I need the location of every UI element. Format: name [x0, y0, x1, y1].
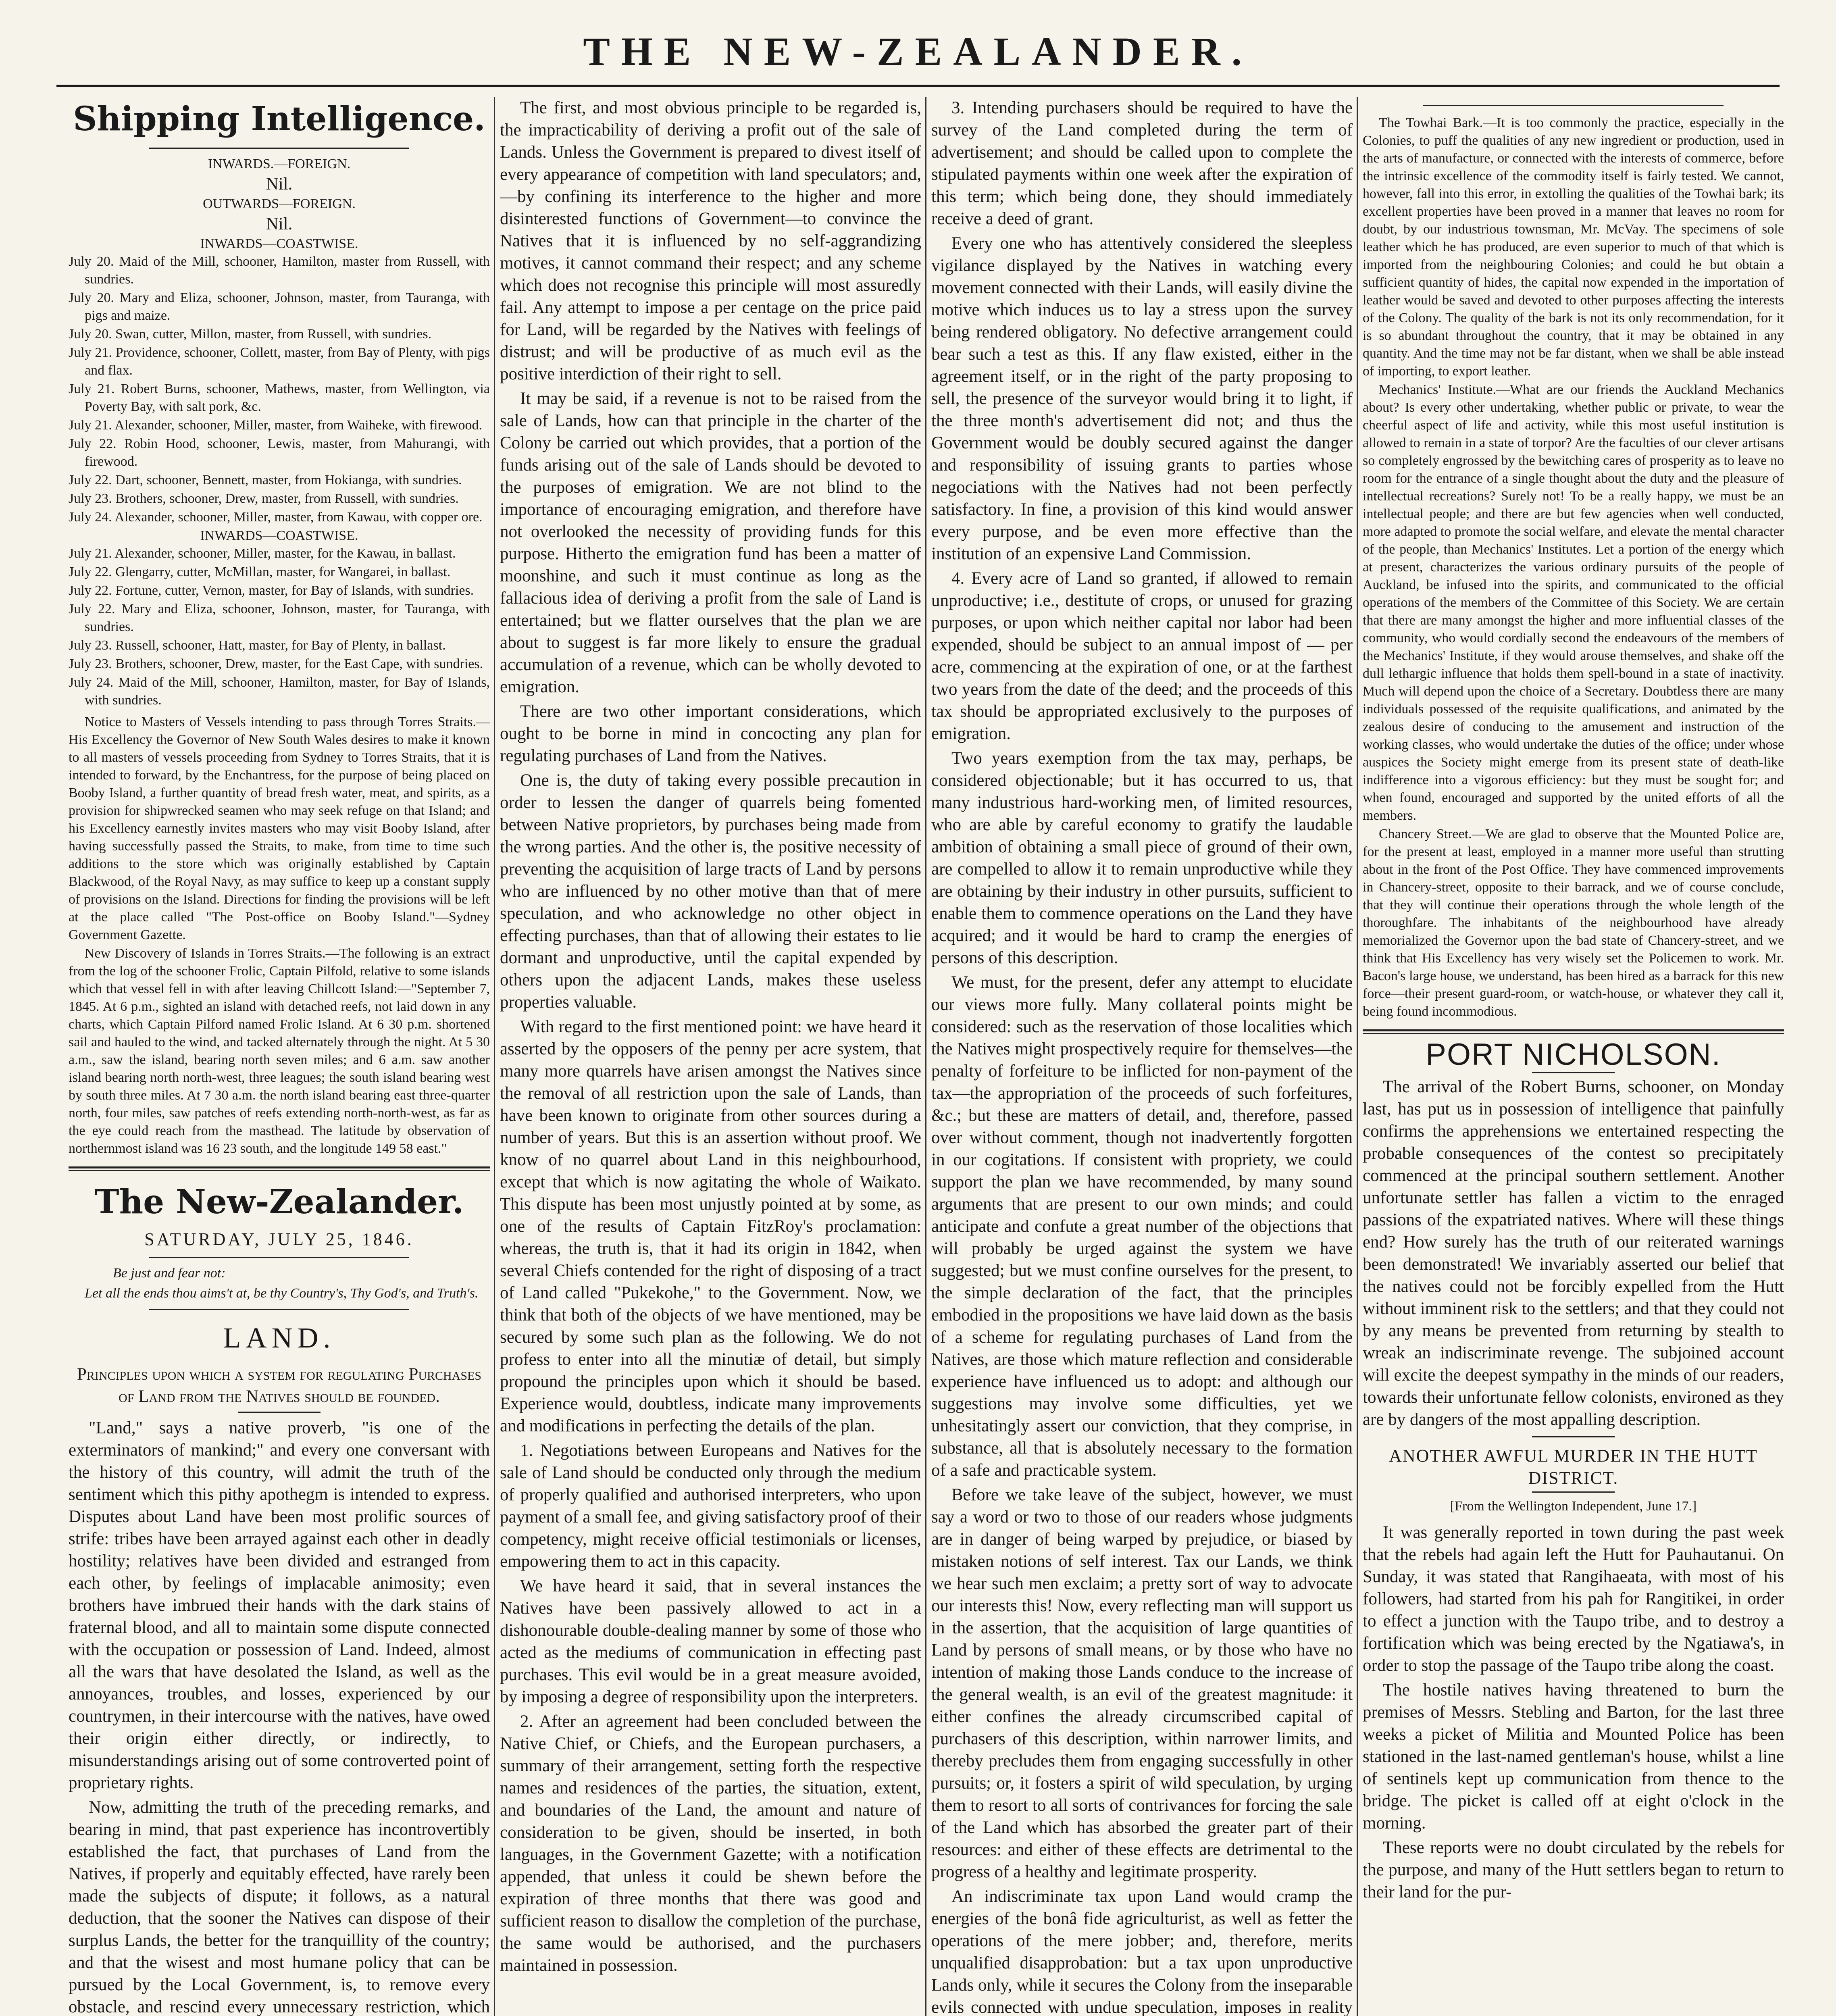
torres-notice: Notice to Masters of Vessels intending to pass through Torres Straits.—His Excellency the Governor of New South Wales desires to make it known to all masters of vessels proceeding from Sydney to Torres Straits, that it is intended to forward, by the Enchantress, for the purpose of being placed on Booby Island, a further quantity of bread fresh water, meat, and spirits, as a provision for shipwrecked seamen who may seek refuge on that Island; and his Excellency earnestly invites masters who may visit Booby Island, after having successfully passed the Straits, to make, from time to time such additions to the store which was originally established by Captain Blackwood, of the Royal Navy, as may suffice to keep up a constant supply of provisions on the Island. Directions for finding the provisions will be left at the place called "The Post-office on Booby Island."—Sydney Government Gazette. [69, 714, 490, 942]
paper-name: The New-Zealander. [94, 1183, 464, 1221]
land-paragraph: "Land," says a native proverb, "is one of the exterminators of mankind;" and every one conversant with the history of this country, will admit the truth of the sentiment which this pithy apothegm is intended to express. Disputes about Land have been most prolific sources of strife: tribes have been arrayed against each other in deadly hostility; relatives have been divided and estranged from each other, by feelings of implacable animosity; even brothers have imbrued their hands with the dark stains of fraternal blood, and all to maintain some dispute connected with the occupation or possession of Land. Indeed, almost all the wars that have desolated the Island, as well as the annoyances, troubles, and losses, experienced by our countrymen, in their intercourse with the natives, have owed their origin either directly, or indirectly, to misunderstandings arising out of some controverted point of proprietary rights. [69, 1418, 490, 1792]
top-rule [56, 85, 1780, 87]
shipping-title: Shipping Intelligence. [73, 100, 485, 138]
shipping-entry: July 21. Alexander, schooner, Miller, master, for the Kawau, in ballast. [69, 546, 456, 561]
murder-paragraph: The hostile natives having threatened to burn the premises of Messrs. Stebling and Barton, for the last three weeks a picket of Militia and Mounted Police has been stationed in the last-named gentleman's house, whilst a line of sentinels kept up communication from thence to the bridge. The picket is called off at eight o'clock in the morning. [1363, 1681, 1784, 1833]
land-paragraph: 3. Intending purchasers should be required to have the survey of the Land completed during the term of advertisement; and should be called upon to complete the stipulated payments within one week after the expiration of this term; which being done, they should immediately receive a deed of grant. [931, 98, 1353, 228]
motto-line: Be just and fear not: [113, 1266, 226, 1281]
inwards-list [69, 253, 490, 526]
column-2 [500, 97, 921, 2016]
masthead: THE NEW-ZEALANDER. [583, 29, 1253, 74]
source-note: [From the Wellington Independent, June 17.] [1450, 1499, 1697, 1514]
land-paragraph: With regard to the first mentioned point: we have heard it asserted by the opposers of the penny per acre system, that many more quarrels have arisen amongst the Natives since the removal of all restriction upon the sale of Lands, than have been known to originate from other sources during a number of years. But this is an assertion without proof. We know of no quarrel about Land in this neighbourhood, except that which is now agitating the whole of Waikato. This dispute has been most unjustly pointed at by some, as one of the results of Captain FitzRoy's proclamation: whereas, the truth is, that it had its origin in 1842, when several Chiefs contended for the right of disposing of a tract of Land called "Pukekohe," to the Government. Now, we think that both of the objects of we have mentioned, may be secured by some such plan as the following. We do not profess to enter into all the minutiæ of detail, but simply propound the principles upon which it should be based. Experience would, doubtless, indicate many improvements and modifications in perfecting the details of the plan. [500, 1017, 921, 1435]
nil-label: Nil. [266, 175, 293, 194]
column-3 [931, 97, 1353, 2016]
shipping-entry: July 23. Brothers, schooner, Drew, master, from Russell, with sundries. [69, 491, 459, 506]
dateline: SATURDAY, JULY 25, 1846. [144, 1229, 414, 1249]
shipping-entry: July 24. Alexander, schooner, Miller, master, from Kawau, with copper ore. [69, 510, 483, 525]
section-label: INWARDS—COASTWISE. [200, 528, 358, 543]
shipping-entry: July 20. Mary and Eliza, schooner, Johnson, master, from Tauranga, with pigs and maize. [69, 290, 490, 323]
land-paragraph: 4. Every acre of Land so granted, if allowed to remain unproductive; i.e., destitute of crops, or unused for grazing purposes, or upon which neither capital nor labor had been expended, should be subject to an annual impost of — per acre, commencing at the expiration of one, or at the farthest two years from the date of the deed; and the proceeds of this tax should be appropriated exclusively to the purposes of emigration. [931, 569, 1353, 743]
land-paragraph: We have heard it said, that in several instances the Natives have been passively allowed to act in a dishonourable double-dealing manner by some of those who acted as the mediums of communication in effecting past purchases. This evil would be in a great measure avoided, by imposing a degree of responsibility upon the interpreters. [500, 1577, 921, 1706]
divider [69, 1166, 490, 1171]
land-paragraph: Now, admitting the truth of the preceding remarks, and bearing in mind, that past experience has incontrovertibly established the fact, that purchases of Land from the Natives, if properly and equitably effected, have rarely been made the subjects of dispute; it follows, as a natural deduction, that the sooner the Natives can dispose of their surplus Lands, the better for the tranquillity of the country; and that the wisest and most humane policy that can be pursued by the Local Government, is, to remove every obstacle, and rescind every unnecessary restriction, which [69, 1798, 490, 2016]
divider [1532, 1072, 1615, 1073]
outwards-list [69, 545, 490, 709]
shipping-entry: July 22. Dart, schooner, Bennett, master, from Hokianga, with sundries. [69, 473, 462, 487]
land-paragraph: The first, and most obvious principle to be regarded is, the impracticability of deriving a profit out of the sale of Lands. Unless the Government is prepared to divest itself of every appearance of competition with land speculators; and,—by confining its interference to the higher and more disinterested functions of Government—to convince the Natives that it is influenced by no self-aggrandizing motives, it cannot command their respect; and any scheme which does not recognise this principle will most assuredly fail. Any attempt to impose a per centage on the price paid for Land, will be regarded by the Natives with feelings of distrust; and will be productive of as much evil as the positive interdiction of their right to sell. [500, 98, 921, 383]
shipping-entry: July 22. Glengarry, cutter, McMillan, master, for Wangarei, in ballast. [69, 564, 451, 579]
divider [238, 1412, 321, 1413]
divider [1532, 1436, 1615, 1437]
divider [149, 148, 409, 149]
murder-paragraph: It was generally reported in town during the past week that the rebels had again left the Hutt for Pauhautanui. On Sunday, it was stated that Rangihaeata, with most of his followers, had started from his pah for Rangitikei, in order to effect a junction with the Taupo tribe, and to destroy a fortification which was being erected by the Ngatiawa's, in order to stop the passage of the Taupo tribe along the coast. [1363, 1523, 1784, 1675]
shipping-entry: July 20. Swan, cutter, Millon, master, from Russell, with sundries. [69, 327, 432, 342]
motto-line: Let all the ends thou aims't at, be thy Country's, Thy God's, and Truth's. [85, 1286, 479, 1301]
land-paragraph: Every one who has attentively considered the sleepless vigilance displayed by the Natives in watching every movement connected with their Lands, will easily divine the motive which induces us to lay a stress upon the survey being rendered obligatory. No defective arrangement could bear such a test as this. If any flaw existed, either in the agreement itself, or in the right of the party proposing to sell, the presence of the surveyor would bring it to light, if the three month's advertisement did not; and thus the Government would be doubly secured against the danger and responsibility of issuing grants to parties whose negociations with the Natives had not been perfectly satisfactory. In fine, a provision of this kind would answer every purpose, and be even more effective than the institution of an expensive Land Commission. [931, 234, 1353, 563]
land-paragraph: An indiscriminate tax upon Land would cramp the energies of the bonâ fide agriculturist, as well as fetter the operations of the mere jobber; and, therefore, merits unqualified disapprobation: but a tax upon unproductive Lands only, while it secures the Colony from the inseparable evils connected with undue speculation, imposes in reality [931, 1887, 1353, 2016]
land-paragraph: Two years exemption from the tax may, perhaps, be considered objectionable; but it has occurred to us, that many industrious hard-working men, of limited resources, who are able by careful economy to gratify the laudable ambition of obtaining a small piece of ground of their own, are compelled to allow it to remain unproductive while they are obtaining by their industry in other pursuits, sufficient to enable them to commence operations on the Land they have acquired; and it would be hard to cramp the energies of persons of this description. [931, 749, 1353, 967]
shipping-entry: July 21. Robert Burns, schooner, Mathews, master, from Wellington, via Poverty Bay, with salt pork, &c. [69, 381, 490, 414]
section-label: INWARDS—COASTWISE. [200, 236, 358, 251]
land-paragraph: 1. Negotiations between Europeans and Natives for the sale of Land should be conducted only through the medium of properly qualified and authorised interpreters, who upon payment of a small fee, and giving satisfactory proof of their competency, might receive official testimonials or licenses, empowering them to act in this capacity. [500, 1441, 921, 1571]
shipping-entry: July 24. Maid of the Mill, schooner, Hamilton, master, for Bay of Islands, with sundries. [69, 675, 490, 708]
land-paragraph: One is, the duty of taking every possible precaution in order to lessen the danger of quarrels being fomented between Native proprietors, by purchases being made from the wrong parties. And the other is, the positive necessity of preventing the acquisition of large tracts of Land by persons who are influenced by no other motive than that of mere speculation, and who acknowledge no other object in effecting purchases, than that of allowing their estates to lie dormant and unproductive, until the capital expended by others upon the adjacent Lands, makes these useless properties valuable. [500, 771, 921, 1012]
towhai-item: The Towhai Bark.—It is too commonly the practice, especially in the Colonies, to puff the qualities of any new ingredient or production, used in the arts of manufacture, or connected with the interests of commerce, before the intrinsic excellence of the commodity itself is fairly tested. We cannot, however, fall into this error, in extolling the qualities of the Towhai bark; its excellent properties have been proved in a manner that leaves no room for doubt, by our industrious townsman, Mr. McVay. The specimens of sole leather which he has produced, are even superior to much of that which is imported from the neighbouring Colonies; and could he but obtain a sufficient quantity of hides, the capital now expended in the importation of leather would be saved and devoted to other purposes affecting the interests of the Colony. The quality of the bark is not its only recommendation, for it is so abundant throughout the country, that it may be obtained in any quantity. And the time may not be far distant, when we shall be able instead of importing, to export leather. [1363, 115, 1784, 379]
divider [149, 1309, 409, 1310]
nil-label: Nil. [266, 215, 293, 233]
shipping-entry: July 21. Alexander, schooner, Miller, master, from Waiheke, with firewood. [69, 418, 483, 433]
port-paragraph: The arrival of the Robert Burns, schooner, on Monday last, has put us in possession of intelligence that painfully confirms the apprehensions we entertained respecting the probable consequences of the contest so precipitately commenced at the principal southern settlement. Another unfortunate settler has fallen a victim to the enraged passions of the expatriated natives. Where will these things end? How surely has the truth of our reiterated warnings been demonstrated! We invariably asserted our belief that the natives could not be forcibly expelled from the Hutt without imminent risk to the settlers; and that they could not by any means be prevented from returning by stealth to wreak an indiscriminate revenge. The subjoined account will excite the deepest sympathy in the minds of our readers, towards their unfortunate fellow colonists, environed as they are by dangers of the most appalling description. [1363, 1077, 1784, 1429]
section-label: OUTWARDS—FOREIGN. [203, 196, 356, 211]
mechanics-item: Mechanics' Institute.—What are our friends the Auckland Mechanics about? Is every other undertaking, whether public or private, to wear the cheerful aspect of life and activity, while this most useful institution is allowed to remain in a state of torpor? Are the faculties of our clever artisans so completely engrossed by the bewitching cares of prosperity as to leave no room for the entrance of a single thought about the duty and the pleasure of intellectual recreations? Surely not! To be a really happy, we must be an intellectual people; and there are but few agencies when well conducted, more adapted to promote the social welfare, and elevate the mental character of the people, than Mechanics' Institutes. Let a portion of the energy which at present, characterizes the various ordinary pursuits of the people of Auckland, be infused into the spirits, and communicated to the official operations of the members of the Committee of this Society. We are certain that there are many amongst the higher and more influential classes of the community, who would cordially second the endeavours of the members of the Mechanics' Institute, if they would arouse themselves, and shake off the dull lethargic influence that holds them spell-bound in a state of inactivity. Much will depend upon the choice of a Secretary. Doubtless there are many individuals possessed of the requisite qualifications, and animated by the zealous desire of conducing to the amusement and instruction of the working classes, who would undertake the duties of the office; under whose auspices the Society might emerge from its present state of death-like indifference into a vigorous efficiency: but they must be sought for; and when found, encouraged and supported by the united efforts of all the members. [1363, 382, 1784, 823]
divider [1532, 1491, 1615, 1493]
divider [1363, 1029, 1784, 1034]
land-paragraph: Before we take leave of the subject, however, we must say a word or two to those of our readers whose judgments are in danger of being warped by prejudice, or biased by mistaken notions of self interest. Tax our Lands, we think we hear such men exclaim; a pretty sort of way to advocate our interests this! Now, every reflecting man will support us in the assertion, that the acquisition of large quantities of Land by persons of small means, or by those who have no intention of making those Lands conduce to the increase of the general wealth, is an evil of the greatest magnitude: it either confines the already circumscribed capital of purchasers of this description, within narrower limits, and thereby precludes them from engaging successfully in other pursuits; or, it fosters a spirit of wild speculation, by urging them to resort to all sorts of contrivances for forcing the sale of the Land which has absorbed the greater part of their resources: and either of these effects are detrimental to the progress of a healthy and legitimate prosperity. [931, 1485, 1353, 1881]
land-paragraph: It may be said, if a revenue is not to be raised from the sale of Lands, how can that principle in the charter of the Colony be carried out which provides, that a portion of the funds arising out of the sale of Lands should be devoted to the purposes of emigration. We are not blind to the importance of encouraging emigration, and therefore have not overlooked the necessity of providing funds for this purpose. Hitherto the emigration fund has been a matter of moonshine, and such it must continue as long as the fallacious idea of deriving a profit from the sale of Land is entertained; but we flatter ourselves that the plan we are about to suggest is far more likely to ensure the gradual accumulation of a revenue, which can be wholly devoted to emigration. [500, 389, 921, 696]
chancery-item: Chancery Street.—We are glad to observe that the Mounted Police are, for the present at least, employed in a manner more useful than strutting about in the front of the Post Office. They have commenced improvements in Chancery-street, opposite to their barrack, and we of course conclude, that they will continue their operations through the whole length of the thoroughfare. The inhabitants of the neighbourhood have already memorialized the Governor upon the bad state of Chancery-street, and we think that His Excellency has very wisely set the Policemen to work. Mr. Bacon's large house, we understand, has been hired as a barrack for this new force—their present guard-room, or watch-house, or whatever they call it, being found incommodious. [1363, 827, 1784, 1019]
section-label: INWARDS.—FOREIGN. [208, 156, 351, 171]
murder-paragraph: These reports were no doubt circulated by the rebels for the purpose, and many of the Hutt settlers began to return to their land for the pur- [1363, 1838, 1784, 1901]
murder-title: ANOTHER AWFUL MURDER IN THE HUTT DISTRICT. [1389, 1446, 1758, 1488]
land-subtitle: Principles upon which a system for regulating Purchases of Land from the Natives should be founded. [77, 1365, 482, 1406]
divider [1423, 105, 1724, 106]
shipping-entry: July 20. Maid of the Mill, schooner, Hamilton, master from Russell, with sundries. [69, 254, 490, 287]
port-title: PORT NICHOLSON. [1426, 1037, 1721, 1072]
shipping-entry: July 22. Robin Hood, schooner, Lewis, master, from Mahurangi, with firewood. [69, 436, 490, 469]
column-4 [1363, 97, 1784, 2016]
divider [149, 1257, 409, 1258]
land-title: LAND. [223, 1322, 335, 1354]
shipping-entry: July 23. Brothers, schooner, Drew, master, for the East Cape, with sundries. [69, 656, 483, 671]
column-rule [1357, 97, 1358, 2016]
torres-discovery: New Discovery of Islands in Torres Straits.—The following is an extract from the log of the schooner Frolic, Captain Pilfold, relative to some islands which that vessel fell in with after leaving Chillcott Island:—"September 7, 1845. At 6 p.m., sighted an island with detached reefs, not laid down in any charts, which Captain Pilford named Frolic Island. At 6 30 p.m. shortened sail and hauled to the wind, and tacked alternately through the night. At 5 30 a.m., saw the island, bearing north seven miles; and 6 a.m. saw another island bearing north north-west, three leagues; the south island bearing west by south three miles. At 7 30 a.m. the north island bearing east three-quarter north, four miles, saw patches of reefs extending north-north-west, as far as the eye could reach from the masthead. The latitude by observation of northernmost island was 16 23 south, and the longitude 149 58 east." [69, 946, 490, 1156]
land-paragraph: We must, for the present, defer any attempt to elucidate our views more fully. Many collateral points might be considered: such as the reservation of those localities which the Natives might prospectively require for themselves—the penalty of forfeiture to be inflicted for non-payment of the tax—the appropriation of the proceeds of such forfeitures, &c.; but these are matters of detail, and, therefore, passed over without comment, though not inadvertently forgotten in our cogitations. If consistent with propriety, we could support the plan we have recommended, by many sound arguments that are present to our own minds; and could anticipate and confute a great number of the objections that will probably be urged against the system we have suggested; but we must confine ourselves for the present, to the simple declaration of the fact, that the principles embodied in the propositions we have laid down as the basis of a scheme for regulating purchases of Land from the Natives, are those which mature reflection and considerable experience have influenced us to adopt: and although our suggestions may involve some difficulties, yet we unhesitatingly assert our conviction, that they comprise, in substance, all that is absolutely necessary to the formation of a safe and practicable system. [931, 973, 1353, 1480]
column-1 [69, 97, 490, 2016]
land-paragraph: 2. After an agreement had been concluded between the Native Chief, or Chiefs, and the European purchasers, a summary of their arrangement, setting forth the respective names and residences of the parties, the situation, extent, and boundaries of the Land, the amount and nature of consideration to be given, should be inserted, in both languages, in the Government Gazette; with a notification appended, that unless it could be shewn before the expiration of three months that there was good and sufficient reason to disallow the completion of the purchase, the same would be authorised, and the purchasers maintained in possession. [500, 1712, 921, 1975]
column-rule [925, 97, 926, 2016]
column-rule [494, 97, 495, 2016]
land-paragraph: There are two other important considerations, which ought to be borne in mind in concocting any plan for regulating purchases of Land from the Natives. [500, 702, 921, 765]
shipping-entry: July 22. Fortune, cutter, Vernon, master, for Bay of Islands, with sundries. [69, 583, 474, 598]
shipping-entry: July 21. Providence, schooner, Collett, master, from Bay of Plenty, with pigs and flax. [69, 345, 490, 378]
shipping-entry: July 22. Mary and Eliza, schooner, Johnson, master, for Tauranga, with sundries. [69, 602, 490, 634]
shipping-entry: July 23. Russell, schooner, Hatt, master, for Bay of Plenty, in ballast. [69, 638, 446, 653]
